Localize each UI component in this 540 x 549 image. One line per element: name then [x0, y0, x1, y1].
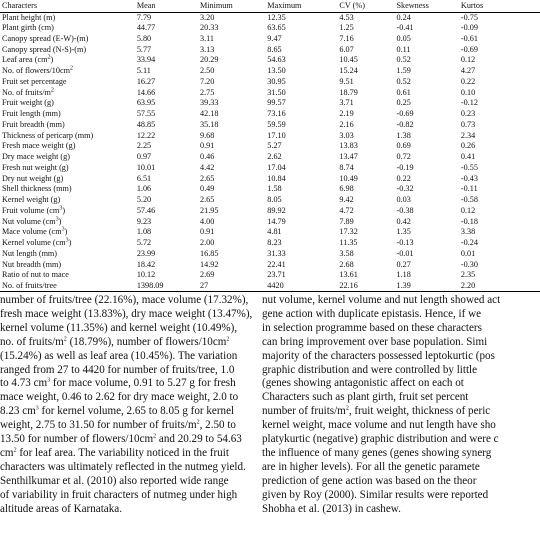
value-cell: 1.58 [267, 184, 282, 194]
table-row [0, 173, 540, 184]
value-cell: 9.23 [136, 216, 152, 226]
value-cell: 73.16 [267, 109, 286, 119]
text-line: fresh mace weight (13.83%), dry mace weight (13.47%), [0, 307, 253, 320]
value-cell: -0.11 [460, 184, 478, 194]
table-row [0, 87, 540, 98]
text-line: Characters such as plant girth, fruit set percent [262, 391, 469, 404]
text-line: prediction of gene action was based on the theor [262, 474, 477, 487]
table-row [0, 206, 540, 217]
value-cell: -0.19 [396, 162, 414, 172]
table-row [0, 130, 540, 141]
table-row [0, 163, 540, 174]
value-cell: 99.57 [267, 98, 286, 108]
value-cell: 0.24 [396, 12, 411, 22]
value-cell: 8.23 [267, 238, 282, 248]
table-row [0, 184, 540, 195]
value-cell: 13.61 [339, 270, 358, 280]
value-cell: 0.42 [396, 216, 411, 226]
table-row [0, 152, 540, 163]
value-cell: 11.35 [339, 238, 358, 248]
value-cell: 6.51 [136, 173, 152, 183]
text-line: to 4.73 $cm^3$ for mace volume, 0.91 to 5.27 g for fresh [0, 377, 236, 390]
value-cell: 59.59 [267, 119, 286, 129]
value-cell: -0.12 [460, 98, 478, 108]
value-cell: 9.42 [339, 195, 354, 205]
text-line: number of fruits/tree (22.16%), mace volume (17.32%), [0, 294, 249, 306]
value-cell: 42.18 [200, 109, 219, 119]
column-header: Skewness [394, 0, 458, 12]
value-cell: -0.58 [460, 195, 478, 205]
value-cell: 8.05 [267, 195, 282, 205]
value-cell: 16.85 [200, 248, 219, 258]
left-text-column [0, 294, 253, 517]
text-line: Senthilkumar et al. (2010) also reported wide range [0, 474, 229, 487]
value-cell: 3.11 [200, 33, 215, 43]
table-row [0, 141, 540, 152]
value-cell: 2.69 [200, 270, 215, 280]
value-cell: 6.07 [339, 44, 354, 54]
value-cell: 10.12 [136, 270, 156, 280]
value-cell: 22.16 [337, 281, 394, 292]
table-row [0, 227, 540, 238]
value-cell: 15.24 [339, 66, 358, 76]
value-cell: 0.03 [396, 195, 411, 205]
value-cell: 5.77 [136, 44, 152, 54]
text-line: (15.24%) as well as leaf area (10.45%). The variation [0, 349, 238, 362]
value-cell: 1.38 [396, 130, 411, 140]
value-cell: -0.38 [396, 205, 414, 215]
value-cell: 57.46 [136, 205, 156, 215]
value-cell: 0.25 [396, 98, 411, 108]
value-cell: -0.69 [396, 109, 414, 119]
character-name-cell: Dry mace weight (g) [2, 152, 70, 162]
value-cell: 1398.09 [135, 281, 198, 292]
text-line: nut volume, kernel volume and nut length showed act [262, 294, 501, 306]
value-cell: 22.41 [267, 259, 286, 269]
value-cell: 0.97 [136, 152, 152, 162]
text-line: mace weight, 0.46 to 2.62 for dry mace weight, 2.0 to [0, 391, 239, 404]
value-cell: 31.50 [267, 87, 286, 97]
value-cell: -0.82 [396, 119, 414, 129]
text-line: weight, 2.75 to 31.50 for number of fruits/$m^2$, 2.50 to [0, 419, 236, 432]
value-cell: -0.55 [460, 162, 478, 172]
character-name-cell: Fresh mace weight (g) [2, 141, 76, 151]
value-cell: -0.01 [396, 248, 414, 258]
value-cell: -0.43 [460, 173, 478, 183]
value-cell: 9.51 [339, 76, 354, 86]
text-line: gene action with duplicate epistasis. Hence, if we [262, 307, 482, 320]
value-cell: -0.69 [460, 44, 478, 54]
value-cell: 5.27 [267, 141, 282, 151]
text-line: $cm^2$ for leaf area. The variability noticed in the fruit [0, 446, 229, 459]
value-cell: 0.73 [460, 119, 476, 129]
value-cell: 63.95 [136, 98, 156, 108]
value-cell: 17.32 [339, 227, 358, 237]
value-cell: 54.63 [267, 55, 286, 65]
table-row [0, 23, 540, 34]
value-cell: 13.50 [267, 66, 286, 76]
value-cell: 0.72 [396, 152, 411, 162]
character-name-cell: Shell thickness (mm) [2, 184, 72, 194]
table-row [0, 55, 540, 66]
table-row [0, 98, 540, 109]
value-cell: 33.94 [136, 55, 156, 65]
value-cell: 3.03 [339, 130, 354, 140]
text-line: are in higher levels). For all the genetic paramete [262, 460, 480, 473]
value-cell: 1.39 [394, 281, 458, 292]
table-row [0, 77, 540, 88]
value-cell: 3.38 [460, 227, 476, 237]
table-row [0, 281, 540, 292]
value-cell: -0.18 [460, 216, 478, 226]
value-cell: 0.61 [396, 87, 411, 97]
value-cell: 14.79 [267, 216, 286, 226]
character-name-cell: Thickness of pericarp (mm) [2, 130, 94, 140]
value-cell: 0.22 [396, 173, 411, 183]
character-name-cell: Fruit breadth (mm) [2, 119, 65, 129]
value-cell: 7.89 [339, 216, 354, 226]
text-line: 13.50 for number of flowers/$10cm^2$ and 20.29 to 54.63 [0, 433, 242, 446]
value-cell: 2.20 [459, 281, 540, 292]
value-cell: 2.65 [200, 195, 215, 205]
value-cell: 4420 [265, 281, 337, 292]
table-row [0, 120, 540, 131]
value-cell: 7.20 [200, 76, 215, 86]
value-cell: -0.30 [460, 259, 478, 269]
value-cell: -0.75 [460, 12, 478, 22]
value-cell: 0.27 [396, 259, 411, 269]
value-cell: 4.27 [460, 66, 476, 76]
table-row [0, 259, 540, 270]
value-cell: 1.08 [136, 227, 152, 237]
text-line: characters was ultimately reflected in the nutmeg yield. [0, 460, 246, 473]
value-cell: 4.81 [267, 227, 282, 237]
value-cell: -0.13 [396, 238, 414, 248]
text-line: the influence of many genes (genes showing synerg [262, 446, 492, 459]
value-cell: 0.01 [460, 248, 476, 258]
value-cell: 2.62 [267, 152, 282, 162]
character-name-cell: Canopy spread (E-W)-(m) [2, 33, 89, 43]
value-cell: 30.95 [267, 76, 286, 86]
value-cell: 10.84 [267, 173, 286, 183]
character-name-cell: Fruit weight (g) [2, 98, 54, 108]
character-name-cell: No. of fruits/tree [0, 281, 135, 292]
value-cell: 9.47 [267, 33, 282, 43]
character-name-cell: Fresh nut weight (g) [2, 162, 69, 172]
value-cell: 8.74 [339, 162, 354, 172]
value-cell: 4.42 [200, 162, 215, 172]
text-line: in selection programme based on these characters [262, 321, 482, 334]
table-row [0, 238, 540, 249]
column-header: Maximum [265, 0, 337, 12]
value-cell: 48.85 [136, 119, 156, 129]
value-cell: 2.68 [339, 259, 354, 269]
value-cell: 2.34 [460, 130, 476, 140]
table-row [0, 34, 540, 45]
value-cell: -0.09 [460, 23, 478, 33]
value-cell: -0.24 [460, 238, 478, 248]
character-name-cell: No. of fruits/$m^2$ [2, 86, 54, 97]
value-cell: 0.49 [200, 184, 215, 194]
statistics-table-container [0, 0, 484, 292]
value-cell: 39.33 [200, 98, 219, 108]
column-header: Kurtos [459, 0, 540, 12]
table-row [0, 270, 540, 281]
value-cell: 0.10 [460, 87, 476, 97]
value-cell: 0.52 [396, 55, 411, 65]
value-cell: 2.35 [460, 270, 476, 280]
value-cell: 5.72 [136, 238, 152, 248]
value-cell: 0.52 [396, 76, 411, 86]
value-cell: 17.04 [267, 162, 286, 172]
value-cell: 20.33 [200, 23, 219, 33]
value-cell: 89.92 [267, 205, 286, 215]
value-cell: 8.65 [267, 44, 282, 54]
value-cell: 31.33 [267, 248, 286, 258]
value-cell: 2.65 [200, 173, 215, 183]
value-cell: 2.16 [339, 119, 354, 129]
column-header: Minimum [198, 0, 265, 12]
text-line: number of fruits/$m^2$, fruit weight, thickness of peric [262, 405, 491, 418]
column-header: Characters [0, 0, 135, 12]
character-name-cell: Fruit length (mm) [2, 109, 61, 119]
value-cell: 0.23 [460, 109, 476, 119]
value-cell: 12.35 [267, 12, 286, 22]
value-cell: 16.27 [136, 76, 156, 86]
value-cell: 12.22 [136, 130, 156, 140]
value-cell: 1.25 [339, 23, 354, 33]
character-name-cell: Canopy spread (N-S)-(m) [2, 44, 87, 54]
value-cell: -0.61 [460, 33, 478, 43]
value-cell: 0.91 [200, 141, 215, 151]
character-name-cell: Dry nut weight (g) [2, 173, 64, 183]
value-cell: 0.12 [460, 55, 476, 65]
character-name-cell: Kernel weight (g) [2, 195, 61, 205]
value-cell: 27 [198, 281, 265, 292]
value-cell: 3.13 [200, 44, 215, 54]
value-cell: 35.18 [200, 119, 219, 129]
value-cell: 5.20 [136, 195, 152, 205]
value-cell: 0.46 [200, 152, 215, 162]
value-cell: 0.12 [460, 205, 476, 215]
value-cell: 4.00 [200, 216, 215, 226]
value-cell: 10.49 [339, 173, 358, 183]
table-header-row [0, 0, 540, 12]
value-cell: 6.98 [339, 184, 354, 194]
table-row [0, 44, 540, 55]
value-cell: 20.29 [200, 55, 219, 65]
value-cell: 10.45 [339, 55, 358, 65]
column-header: Mean [135, 0, 198, 12]
value-cell: 1.18 [396, 270, 411, 280]
value-cell: 5.11 [136, 66, 151, 76]
value-cell: 3.58 [339, 248, 354, 258]
value-cell: 7.16 [339, 33, 354, 43]
value-cell: 13.47 [339, 152, 358, 162]
character-name-cell: Nut length (mm) [2, 248, 58, 258]
text-line: 8.23 $cm^3$ for kernel volume, 2.65 to 8.05 g for kernel [0, 405, 235, 418]
table-body [0, 12, 540, 292]
value-cell: 13.83 [339, 141, 358, 151]
value-cell: 10.01 [136, 162, 156, 172]
value-cell: 0.11 [396, 44, 411, 54]
table-row [0, 109, 540, 120]
character-name-cell: Nut breadth (mm) [2, 259, 62, 269]
value-cell: 1.59 [396, 66, 411, 76]
table-row [0, 12, 540, 23]
character-name-cell: Ratio of nut to mace [2, 270, 69, 280]
value-cell: 2.75 [200, 87, 215, 97]
value-cell: 14.66 [136, 87, 156, 97]
value-cell: 0.91 [200, 227, 215, 237]
value-cell: 1.06 [136, 184, 152, 194]
value-cell: 23.99 [136, 248, 156, 258]
value-cell: 0.05 [396, 33, 411, 43]
value-cell: 1.35 [396, 227, 411, 237]
value-cell: 18.42 [136, 259, 156, 269]
text-line: kernel weight, mace volume and nut length have sho [262, 419, 496, 432]
text-line: no. of fruits/$m^2$ (18.79%), number of flowers/$10cm^2$ [0, 335, 230, 348]
value-cell: 4.53 [339, 12, 354, 22]
text-line: graphic distribution and were controlled by little [262, 363, 478, 376]
table-row [0, 66, 540, 77]
value-cell: 2.00 [200, 238, 215, 248]
value-cell: 3.20 [200, 12, 215, 22]
table-row [0, 216, 540, 227]
text-line: Shobha et al. (2013) in cashew. [262, 502, 401, 515]
value-cell: 4.72 [339, 205, 354, 215]
value-cell: 2.50 [200, 66, 215, 76]
value-cell: 0.41 [460, 152, 476, 162]
value-cell: 44.77 [136, 23, 156, 33]
text-line: of variability in fruit characters of nutmeg under high [0, 488, 238, 501]
value-cell: 0.22 [460, 76, 476, 86]
right-text-column [262, 294, 501, 517]
text-line: can bring improvement over base population. Simi [262, 335, 488, 348]
character-name-cell: Nut volume $(cm^3)$ [2, 215, 62, 226]
value-cell: 14.92 [200, 259, 219, 269]
value-cell: 2.19 [339, 109, 354, 119]
value-cell: 21.95 [200, 205, 219, 215]
value-cell: 2.25 [136, 141, 152, 151]
value-cell: -0.32 [396, 184, 414, 194]
column-header: CV (%) [337, 0, 394, 12]
text-line: ranged from 27 to 4420 for number of fruits/tree, 1.0 [0, 363, 235, 376]
character-name-cell: Plant girth (cm) [2, 23, 54, 33]
value-cell: 23.71 [267, 270, 286, 280]
text-line: kernel volume (11.35%) and kernel weight (10.49%), [0, 321, 238, 334]
character-name-cell: Leaf area $(cm^2)$ [2, 54, 54, 65]
value-cell: 5.80 [136, 33, 152, 43]
character-name-cell: Kernel volume $(cm^3)$ [2, 237, 72, 248]
character-name-cell: Plant height (m) [2, 12, 56, 22]
text-line: platykurtic (negative) graphic distribution and were c [262, 433, 499, 446]
table-row [0, 195, 540, 206]
text-line: given by Roy (2000). Similar results were reported [262, 488, 489, 501]
text-line: altitude areas of Karnataka. [0, 502, 122, 515]
character-name-cell: Fruit set percentage [2, 76, 67, 86]
text-line: (genes showing antagonistic affect on each ot [262, 377, 464, 390]
value-cell: 9.68 [200, 130, 215, 140]
value-cell: 18.79 [339, 87, 358, 97]
character-name-cell: No. of flowers/$10cm^2$ [2, 65, 73, 76]
value-cell: 3.71 [339, 98, 354, 108]
value-cell: 7.79 [136, 12, 152, 22]
text-line: majority of the characters possessed leptokurtic (pos [262, 349, 495, 362]
value-cell: 0.26 [460, 141, 476, 151]
character-name-cell: Fruit volume $(cm^3)$ [2, 205, 66, 215]
value-cell: 17.10 [267, 130, 286, 140]
value-cell: 0.69 [396, 141, 411, 151]
character-name-cell: Mace volume $(cm^3)$ [2, 226, 68, 237]
value-cell: 57.55 [136, 109, 156, 119]
table-row [0, 249, 540, 260]
value-cell: 63.65 [267, 23, 286, 33]
value-cell: -0.41 [396, 23, 414, 33]
